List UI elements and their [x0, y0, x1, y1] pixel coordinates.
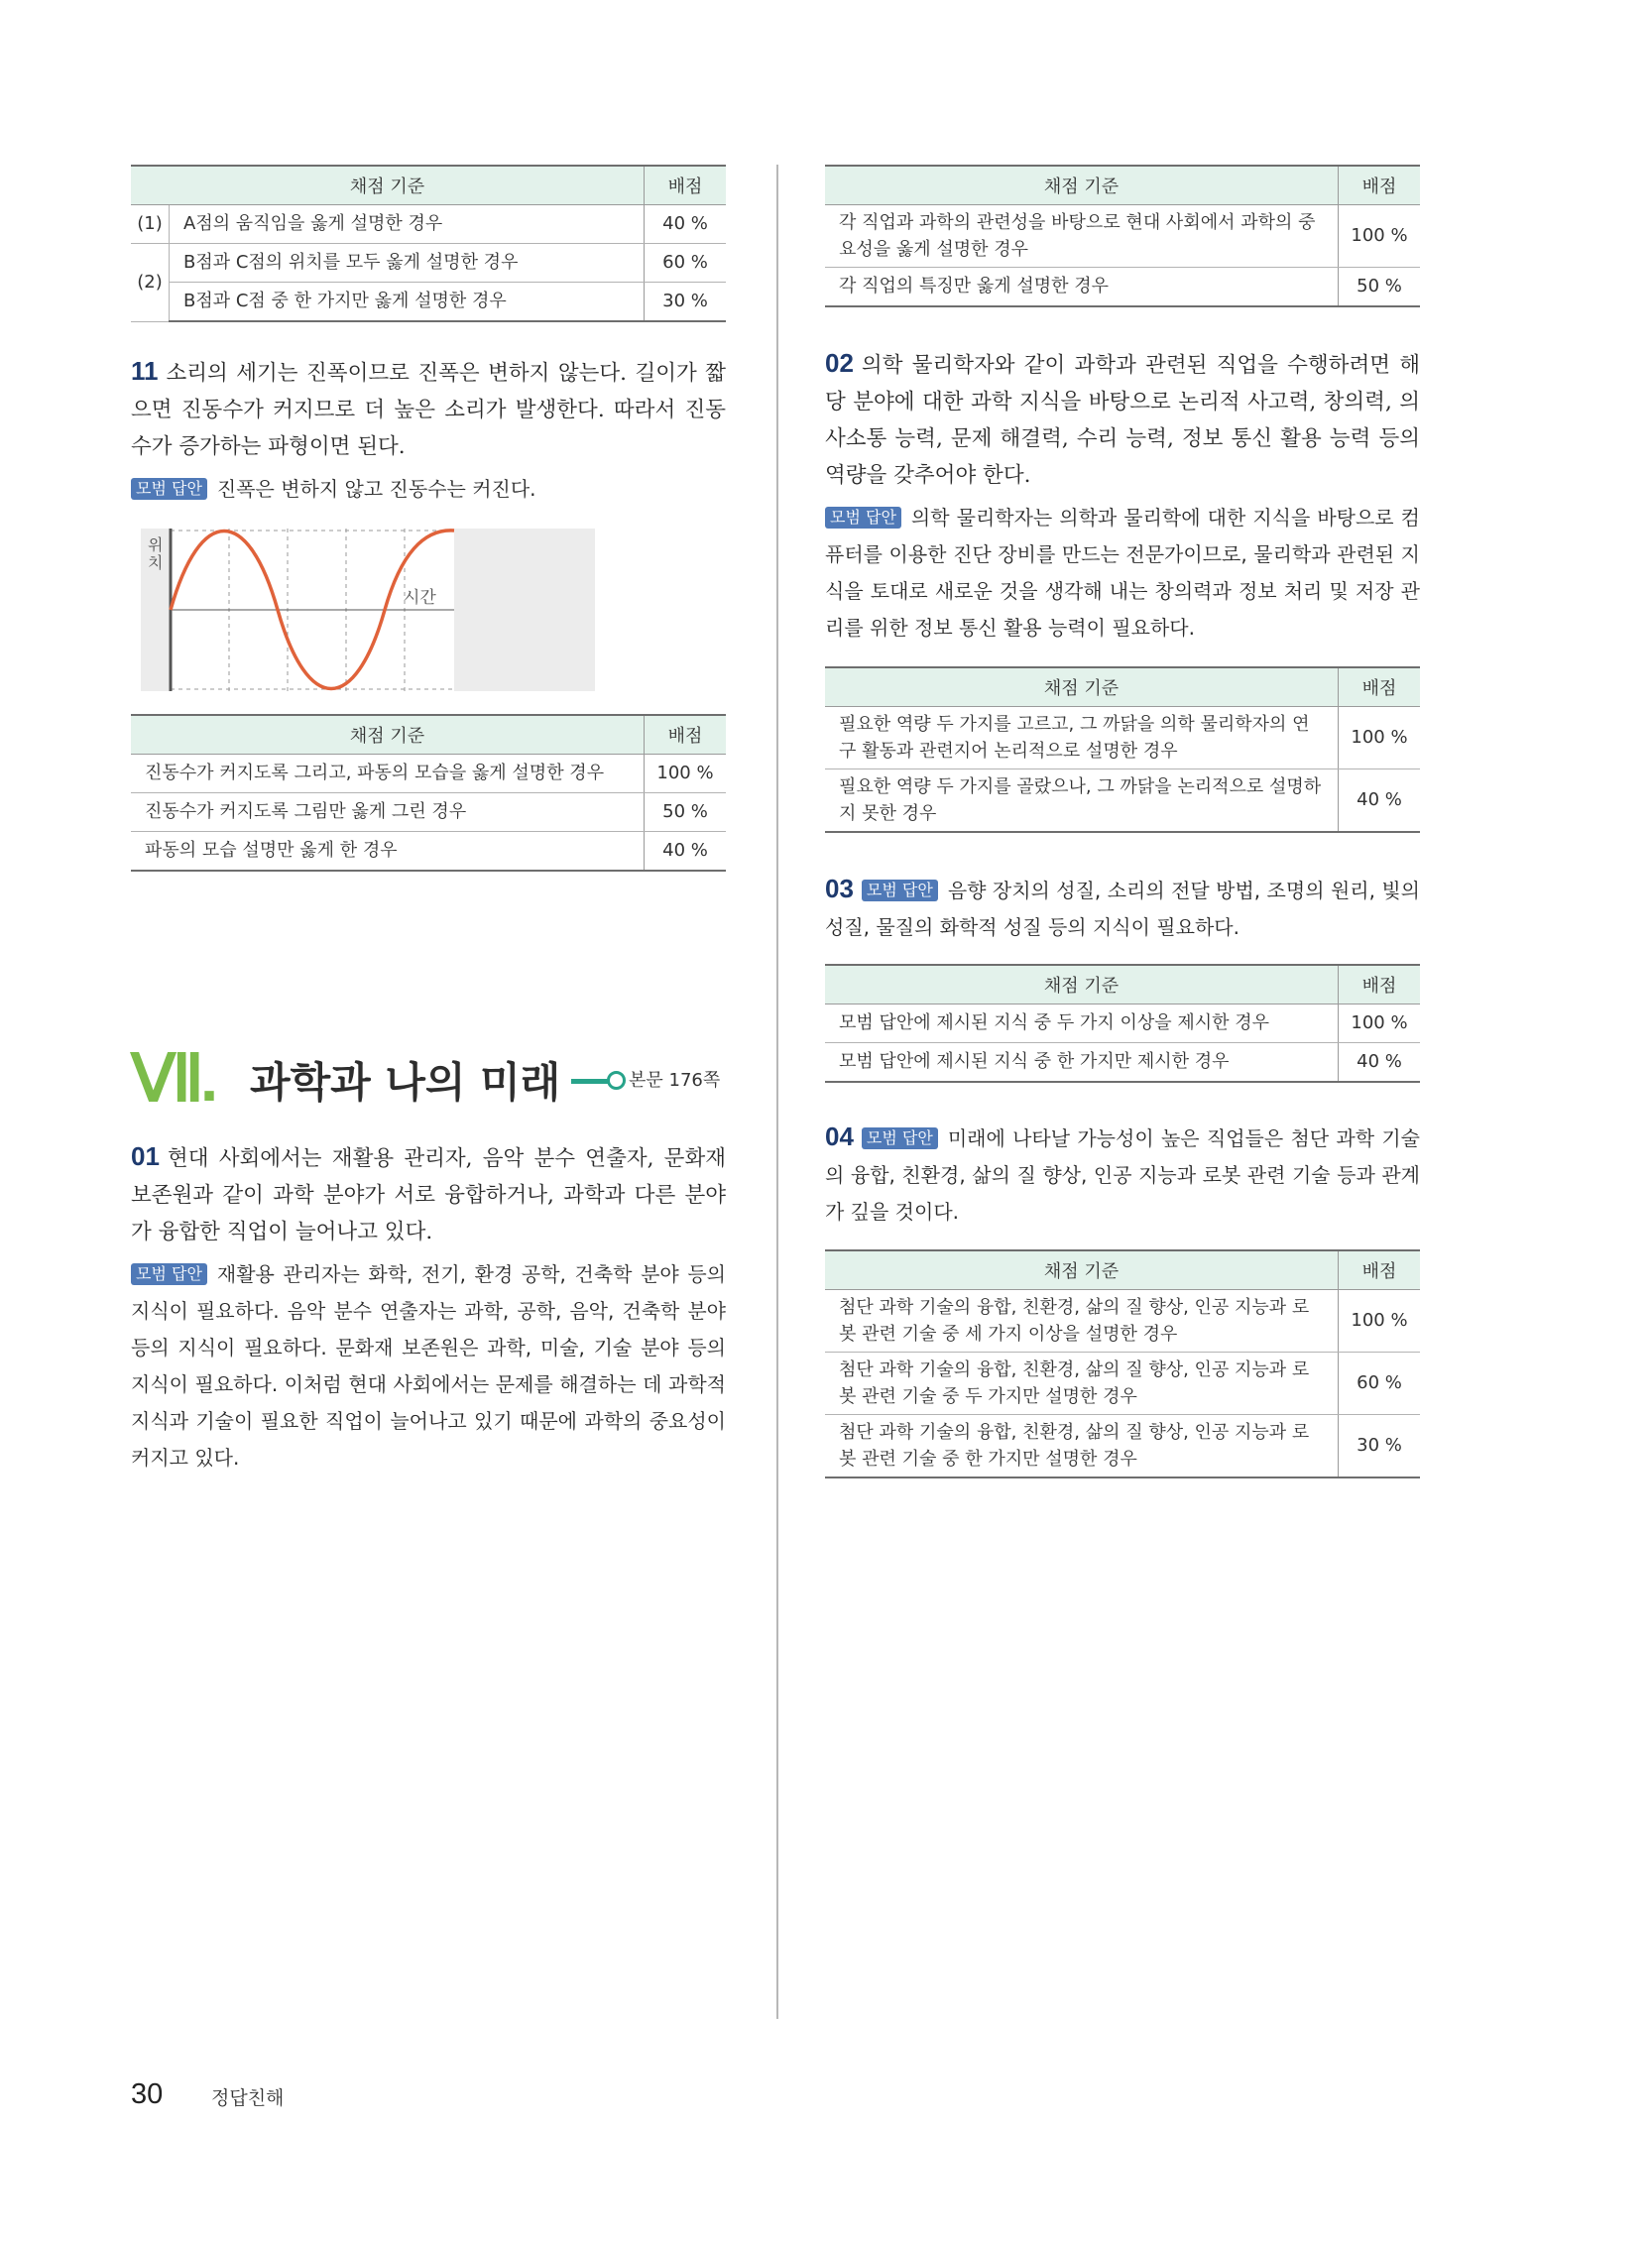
column-divider: [776, 165, 778, 2019]
points-cell: 40 %: [1339, 769, 1421, 833]
question-03: [825, 871, 1420, 946]
criteria-cell: 첨단 과학 기술의 융합, 친환경, 삶의 질 향상, 인공 지능과 로봇 관련 기술 중 세 가지 이상을 설명한 경우: [825, 1290, 1339, 1353]
model-answer-text: 미래에 나타날 가능성이 높은 직업들은 첨단 과학 기술의 융합, 친환경, 삶의 질 향상, 인공 지능과 로봇 관련 기술 등과 관계가 깊을 것이다.: [825, 1126, 1420, 1224]
points-cell: 100 %: [1339, 1004, 1421, 1043]
table-row: [825, 769, 1420, 833]
table-header-criteria: 채점 기준: [825, 1250, 1339, 1290]
points-cell: 30 %: [1339, 1415, 1421, 1478]
table-row: [131, 283, 726, 322]
scoring-table-q11: [131, 714, 726, 872]
criteria-cell: 각 직업의 특징만 옳게 설명한 경우: [825, 268, 1339, 307]
model-answer-badge: 모범 답안: [862, 880, 938, 901]
question-number: 03: [825, 874, 854, 903]
table-header-points: 배점: [1339, 667, 1421, 707]
table-row: [131, 205, 726, 244]
question-number: 01: [131, 1141, 160, 1171]
chapter-header: [131, 1036, 726, 1116]
model-answer-badge: 모범 답안: [131, 1263, 207, 1285]
points-cell: 50 %: [1339, 268, 1421, 307]
footer-label: 정답친해: [211, 2087, 285, 2109]
table-header-criteria: 채점 기준: [131, 166, 645, 205]
question-number: 02: [825, 348, 854, 378]
points-cell: 60 %: [645, 244, 727, 283]
page-number: 30: [131, 2078, 164, 2110]
table-header-points: 배점: [1339, 1250, 1421, 1290]
chapter-title: 과학과 나의 미래: [250, 1058, 561, 1107]
criteria-cell: 필요한 역량 두 가지를 고르고, 그 까닭을 의학 물리학자의 연구 활동과 관련지어 논리적으로 설명한 경우: [825, 707, 1339, 769]
model-answer-text: 의학 물리학자는 의학과 물리학에 대한 지식을 바탕으로 컴퓨터를 이용한 진단 장비를 만드는 전문가이므로, 물리학과 관련된 지식을 토대로 새로운 것을 생각해 내는 창의력과 정보 처리 및 저장 관리를 위한 정보 통신 활용 능력이 필요하다.: [825, 506, 1420, 640]
model-answer-text: 음향 장치의 성질, 소리의 전달 방법, 조명의 원리, 빛의 성질, 물질의 화학적 성질 등의 지식이 필요하다.: [825, 879, 1420, 939]
question-02: [825, 345, 1420, 647]
table-row: [825, 707, 1420, 769]
table-header-points: 배점: [1339, 166, 1421, 205]
question-11: [131, 353, 726, 508]
table-header-points: 배점: [645, 166, 727, 205]
table-header-criteria: 채점 기준: [825, 667, 1339, 707]
criteria-cell: 필요한 역량 두 가지를 골랐으나, 그 까닭을 논리적으로 설명하지 못한 경우: [825, 769, 1339, 833]
criteria-cell: 파동의 모습 설명만 옳게 한 경우: [131, 832, 645, 872]
row-number: (1): [131, 205, 170, 244]
criteria-cell: 진동수가 커지도록 그림만 옳게 그린 경우: [131, 793, 645, 832]
x-axis-label: 시간: [404, 588, 436, 608]
y-axis-label: 위 치: [148, 535, 164, 572]
question-explanation: 의학 물리학자와 같이 과학과 관련된 직업을 수행하려면 해당 분야에 대한 과학 지식을 바탕으로 논리적 사고력, 창의력, 의사소통 능력, 문제 해결력, 수리 능력, 정보 통신 활용 능력 등의 역량을 갖추어야 한다.: [825, 353, 1420, 488]
table-row: [825, 1290, 1420, 1353]
table-row: [825, 1004, 1420, 1043]
wave-graph: [141, 529, 595, 691]
points-cell: 60 %: [1339, 1353, 1421, 1415]
table-row: [131, 793, 726, 832]
points-cell: 40 %: [1339, 1043, 1421, 1083]
table-row: [825, 205, 1420, 268]
table-row: [131, 755, 726, 793]
question-number: 11: [131, 356, 159, 386]
points-cell: 30 %: [645, 283, 727, 322]
table-header-points: 배점: [645, 715, 727, 755]
criteria-cell: 모범 답안에 제시된 지식 중 두 가지 이상을 제시한 경우: [825, 1004, 1339, 1043]
model-answer-badge: 모범 답안: [825, 507, 901, 529]
connector-line: [571, 1079, 611, 1084]
model-answer-badge: 모범 답안: [862, 1127, 938, 1149]
table-row: [825, 1415, 1420, 1478]
scoring-table-q10: [131, 165, 726, 322]
table-row: [131, 832, 726, 872]
points-cell: 100 %: [1339, 707, 1421, 769]
chapter-numeral: Ⅶ.: [131, 1041, 215, 1115]
criteria-cell: B점과 C점의 위치를 모두 옳게 설명한 경우: [170, 244, 645, 283]
table-header-criteria: 채점 기준: [825, 166, 1339, 205]
model-answer-text: 진폭은 변하지 않고 진동수는 커진다.: [216, 477, 536, 501]
points-cell: 40 %: [645, 205, 727, 244]
table-header-points: 배점: [1339, 965, 1421, 1004]
scoring-table-q03: [825, 964, 1420, 1083]
question-04: [825, 1119, 1420, 1231]
table-row: [825, 1043, 1420, 1083]
criteria-cell: 각 직업과 과학의 관련성을 바탕으로 현대 사회에서 과학의 중요성을 옳게 설명한 경우: [825, 205, 1339, 268]
question-explanation: 현대 사회에서는 재활용 관리자, 음악 분수 연출자, 문화재 보존원과 같이 과학 분야가 서로 융합하거나, 과학과 다른 분야가 융합한 직업이 늘어나고 있다.: [131, 1146, 726, 1244]
criteria-cell: B점과 C점 중 한 가지만 옳게 설명한 경우: [170, 283, 645, 322]
criteria-cell: 진동수가 커지도록 그리고, 파동의 모습을 옳게 설명한 경우: [131, 755, 645, 793]
scoring-table-q02: [825, 666, 1420, 833]
points-cell: 100 %: [1339, 1290, 1421, 1353]
points-cell: 40 %: [645, 832, 727, 872]
question-number: 04: [825, 1122, 854, 1151]
row-number: (2): [131, 244, 170, 322]
points-cell: 100 %: [1339, 205, 1421, 268]
criteria-cell: A점의 움직임을 옳게 설명한 경우: [170, 205, 645, 244]
table-row: [825, 268, 1420, 307]
model-answer-badge: 모범 답안: [131, 478, 207, 500]
criteria-cell: 첨단 과학 기술의 융합, 친환경, 삶의 질 향상, 인공 지능과 로봇 관련 기술 중 한 가지만 설명한 경우: [825, 1415, 1339, 1478]
scoring-table-q04: [825, 1249, 1420, 1478]
question-explanation: 소리의 세기는 진폭이므로 진폭은 변하지 않는다. 길이가 짧으면 진동수가 커지므로 더 높은 소리가 발생한다. 따라서 진동수가 증가하는 파형이면 된다.: [131, 361, 726, 459]
table-header-criteria: 채점 기준: [131, 715, 645, 755]
table-row: [131, 244, 726, 283]
connector-dot-icon: [607, 1071, 626, 1090]
page-reference: 본문 176쪽: [629, 1070, 721, 1091]
points-cell: 50 %: [645, 793, 727, 832]
table-header-criteria: 채점 기준: [825, 965, 1339, 1004]
question-01: [131, 1138, 726, 1477]
table-row: [825, 1353, 1420, 1415]
criteria-cell: 첨단 과학 기술의 융합, 친환경, 삶의 질 향상, 인공 지능과 로봇 관련 기술 중 두 가지만 설명한 경우: [825, 1353, 1339, 1415]
criteria-cell: 모범 답안에 제시된 지식 중 한 가지만 제시한 경우: [825, 1043, 1339, 1083]
scoring-table-q01: [825, 165, 1420, 307]
points-cell: 100 %: [645, 755, 727, 793]
model-answer-text: 재활용 관리자는 화학, 전기, 환경 공학, 건축학 분야 등의 지식이 필요하다. 음악 분수 연출자는 과학, 공학, 음악, 건축학 분야 등의 지식이 필요하다. 문화재 보존원은 과학, 미술, 기술 분야 등의 지식이 필요하다. 이처럼 현대 사회에서는 문제를 해결하는 데 과학적 지식과 기술이 필요한 직업이 늘어나고 있기 때문에 과학의 중요성이 커지고 있다.: [131, 1262, 726, 1470]
